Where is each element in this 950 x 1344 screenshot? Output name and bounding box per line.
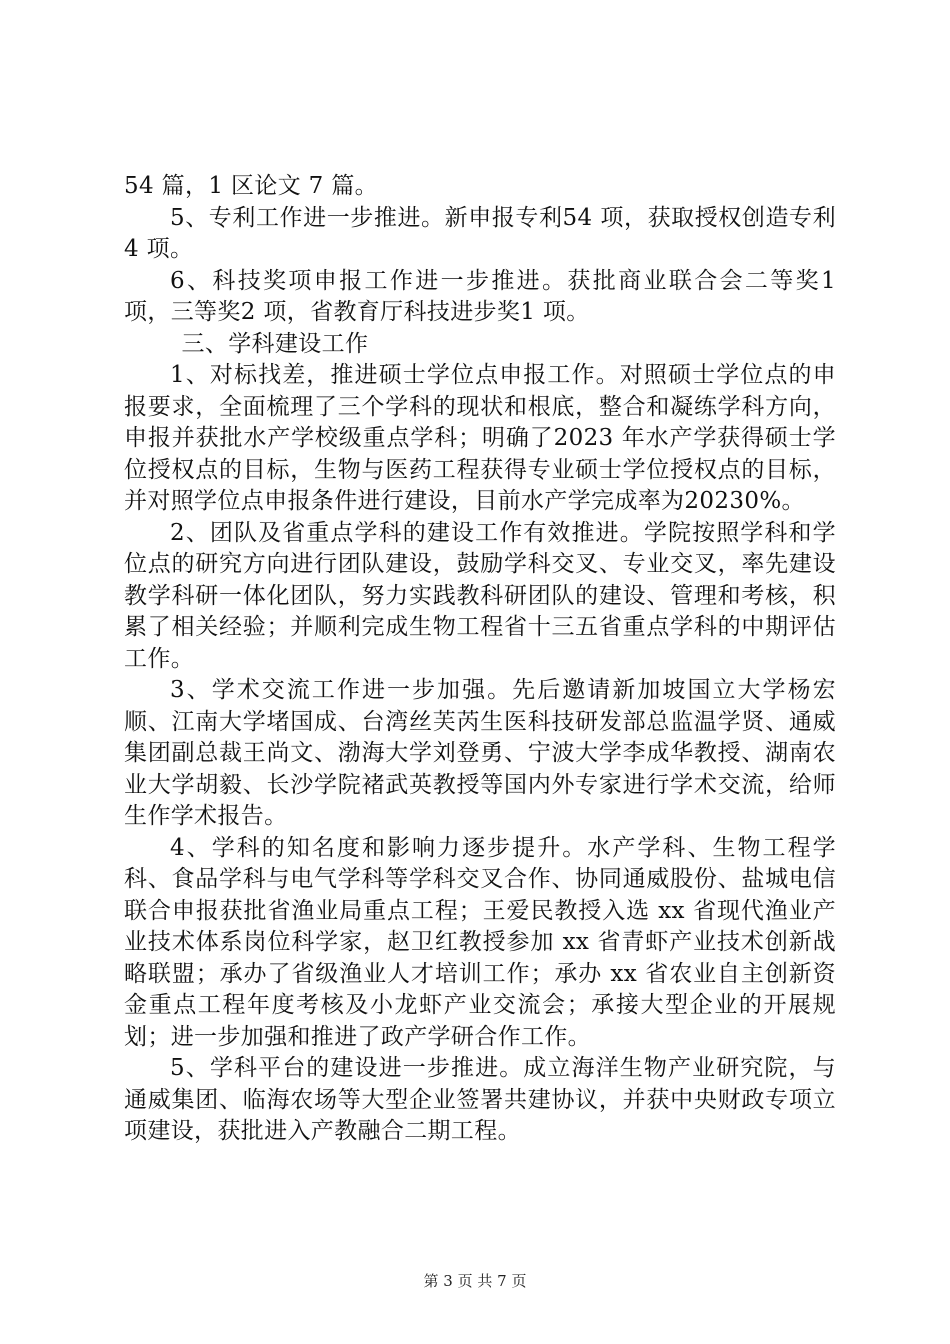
document-body: [124, 171, 836, 1148]
page-number-footer: 第 3 页 共 7 页: [423, 1272, 527, 1290]
section-heading-discipline-construction: 三、学科建设工作: [181, 330, 369, 357]
paragraph-patent-work: 5、专利工作进一步推进。新申报专利54 项，获取授权创造专利4 项。: [124, 204, 836, 262]
paragraph-master-degree: 1、对标找差，推进硕士学位点申报工作。对照硕士学位点的申报要求，全面梳理了三个学科的现状和根底，整合和凝练学科方向，申报并获批水产学校级重点学科；明确了2023 年水产学获得硕士学位授权点的目标，生物与医药工程获得专业硕士学位授权点的目标，并对照学位点申报条件进行建设，目前水产学完成率为20230%。: [124, 362, 836, 514]
paragraph-influence: 4、学科的知名度和影响力逐步提升。水产学科、生物工程学科、食品学科与电气学科等学科交叉合作、协同通威股份、盐城电信联合申报获批省渔业局重点工程；王爱民教授入选 xx 省现代渔业产业技术体系岗位科学家，赵卫红教授参加 xx 省青虾产业技术创新战略联盟；承办了省级渔业人才培训工作；承办 xx 省农业自主创新资金重点工程年度考核及小龙虾产业交流会；承接大型企业的开展规划；进一步加强和推进了政产学研合作工作。: [124, 834, 836, 1050]
paragraph-team-building: 2、团队及省重点学科的建设工作有效推进。学院按照学科和学位点的研究方向进行团队建设，鼓励学科交叉、专业交叉，率先建设教学科研一体化团队，努力实践教科研团队的建设、管理和考核，积累了相关经验；并顺利完成生物工程省十三五省重点学科的中期评估工作。: [124, 519, 836, 672]
paragraph-academic-exchange: 3、学术交流工作进一步加强。先后邀请新加坡国立大学杨宏顺、江南大学堵国成、台湾丝芙芮生医科技研发部总监温学贤、通威集团副总裁王尚文、渤海大学刘登勇、宁波大学李成华教授、湖南农业大学胡毅、长沙学院褚武英教授等国内外专家进行学术交流，给师生作学术报告。: [124, 677, 836, 829]
paragraph-continuation: 54 篇，1 区论文 7 篇。: [124, 173, 379, 199]
paragraph-awards: 6、科技奖项申报工作进一步推进。获批商业联合会二等奖1 项，三等奖2 项，省教育厅科技进步奖1 项。: [124, 267, 836, 325]
paragraph-platform: 5、学科平台的建设进一步推进。成立海洋生物产业研究院，与通威集团、临海农场等大型企业签署共建协议，并获中央财政专项立项建设，获批进入产教融合二期工程。: [124, 1055, 836, 1144]
